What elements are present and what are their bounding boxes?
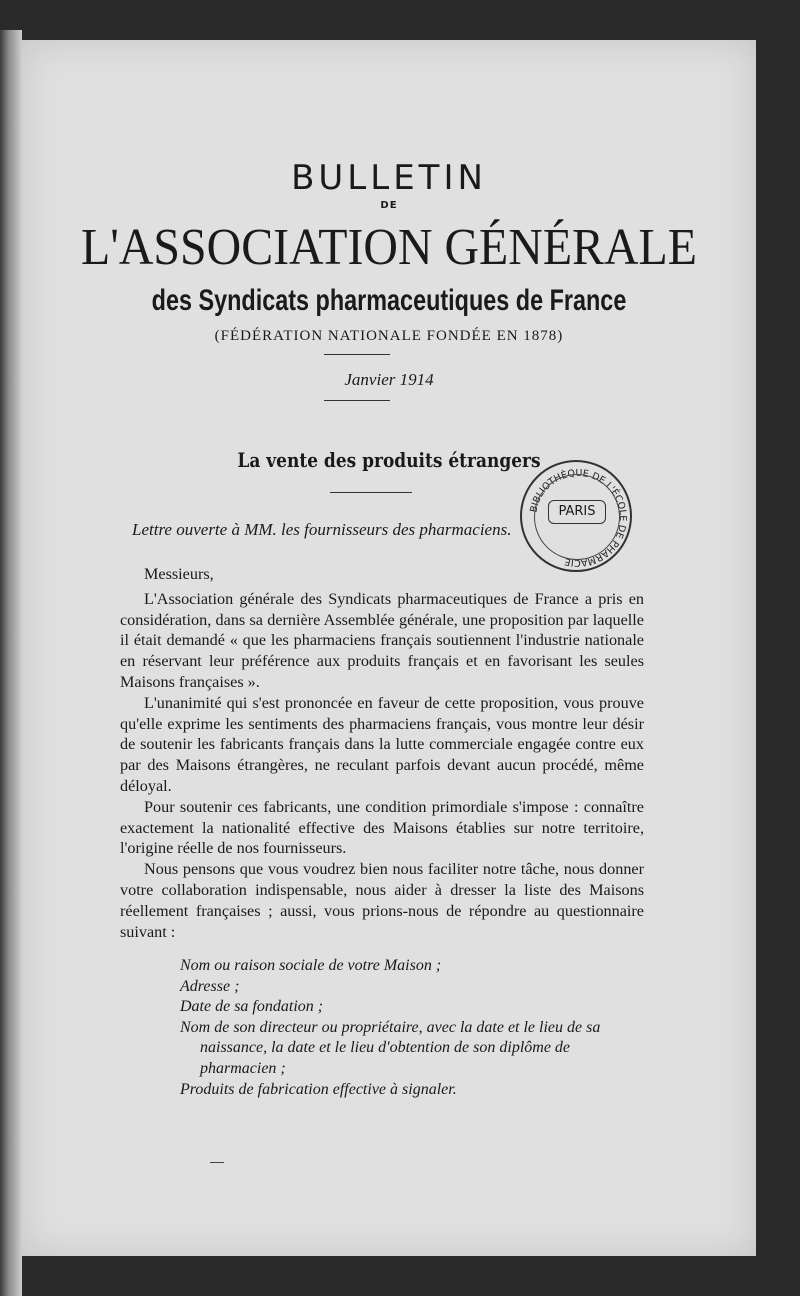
stamp-center-text: PARIS <box>548 500 606 524</box>
stamp-ring-text: BIBLIOTHÈQUE DE L'ÉCOLE DE PHARMACIE <box>528 467 629 569</box>
paragraph: Pour soutenir ces fabricants, une condition primordiale s'impose : connaître exactement la nationalité effective des Maisons établies sur notre territoire, l'origine réelle de nos fournisseurs. <box>120 797 644 858</box>
divider-rule <box>330 492 412 493</box>
letter-body <box>120 564 644 942</box>
questionnaire-item: Produits de fabrication effective à signaler. <box>180 1080 457 1098</box>
divider-rule <box>324 354 390 355</box>
article-headline: La vente des produits étrangers <box>237 448 541 472</box>
paragraph: Nous pensons que vous voudrez bien nous faciliter notre tâche, nous donner votre collaboration indispensable, nous aider à dresser la liste des Maisons réellement françaises ; aussi, vous prions-nous de répondre au questionnaire suivant : <box>120 860 644 941</box>
divider-rule <box>324 400 390 401</box>
questionnaire-item: Nom de son directeur ou propriétaire, avec la date et le lieu de sa naissance, la date et le lieu d'obtention de son diplôme de pharmacien ; <box>180 1018 601 1077</box>
document-page <box>22 40 756 1256</box>
paragraph: L'unanimité qui s'est prononcée en faveur de cette proposition, vous prouve qu'elle exprime les sentiments des pharmaciens français, vous montre leur désir de soutenir les fabricants français dans la lutte commerciale engagée contre eux par des Maisons étrangères, ne reculant parfois devant aucun procédé, même déloyal. <box>120 693 644 795</box>
questionnaire-item: Adresse ; <box>180 977 240 995</box>
questionnaire-item: Date de sa fondation ; <box>180 998 324 1016</box>
syndicats-subtitle: des Syndicats pharmaceutiques de France <box>151 284 627 317</box>
federation-note: (FÉDÉRATION NATIONALE FONDÉE EN 1878) <box>214 328 564 344</box>
article-subtitle: Lettre ouverte à MM. les fournisseurs des pharmaciens. <box>132 520 512 539</box>
association-title: L'ASSOCIATION GÉNÉRALE <box>81 219 697 276</box>
book-spine-edge <box>0 30 22 1296</box>
paragraph: L'Association générale des Syndicats pharmaceutiques de France a pris en considération, dans sa dernière Assemblée générale, une proposition par laquelle il était demandé « que les pharmaciens français soutiennent l'industrie nationale en réservant leur préférence aux produits français et en favorisant les seules Maisons françaises ». <box>120 589 644 691</box>
de-word: DE <box>380 200 398 211</box>
page-end-dash <box>210 1162 224 1163</box>
salutation: Messieurs, <box>144 565 214 583</box>
issue-date: Janvier 1914 <box>344 370 434 389</box>
library-stamp <box>520 460 632 572</box>
questionnaire-list <box>180 956 650 1100</box>
bulletin-heading: BULLETIN <box>291 158 487 198</box>
questionnaire-item: Nom ou raison sociale de votre Maison ; <box>180 957 442 974</box>
